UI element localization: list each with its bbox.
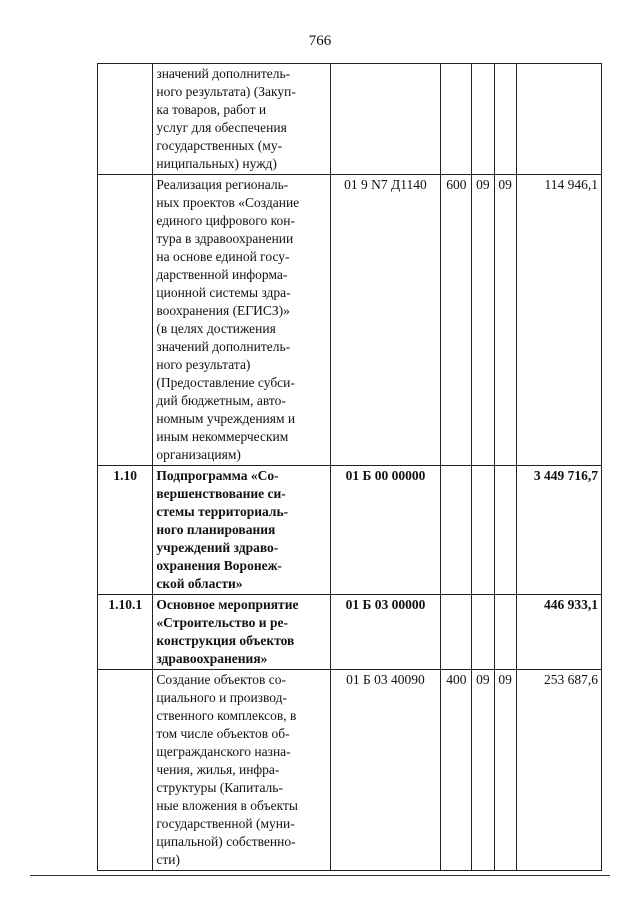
name-line: щегражданского назна-	[156, 744, 291, 759]
table-row	[98, 595, 602, 670]
row-sum	[516, 64, 601, 175]
row-expense-type: 400	[441, 670, 472, 871]
row-subsection: 09	[494, 175, 516, 466]
name-line: ного результата) (Закуп-	[156, 84, 296, 99]
name-line: охранения Воронеж-	[156, 558, 282, 573]
row-code: 01 Б 00 00000	[330, 466, 441, 595]
name-line: циального и производ-	[156, 690, 288, 705]
row-number	[98, 670, 153, 871]
name-line: сти)	[156, 852, 180, 867]
name-line: Создание объектов со-	[156, 672, 286, 687]
row-number: 1.10.1	[98, 595, 153, 670]
name-line: значений дополнитель-	[156, 66, 291, 81]
row-sum: 446 933,1	[516, 595, 601, 670]
row-code	[330, 64, 441, 175]
name-line: «Строительство и ре-	[156, 615, 288, 630]
table-row	[98, 64, 602, 175]
name-line: государственных (му-	[156, 138, 283, 153]
name-line: иным некоммерческим	[156, 429, 289, 444]
name-line: государственной (муни-	[156, 816, 295, 831]
name-line: организациям)	[156, 447, 241, 462]
name-line: том числе объектов об-	[156, 726, 290, 741]
name-line: ственного комплексов, в	[156, 708, 297, 723]
row-number: 1.10	[98, 466, 153, 595]
row-code: 01 Б 03 00000	[330, 595, 441, 670]
table-row	[98, 175, 602, 466]
name-line: ниципальных) нужд)	[156, 156, 277, 171]
row-name	[153, 595, 330, 670]
name-line: чения, жилья, инфра-	[156, 762, 280, 777]
row-name	[153, 670, 330, 871]
row-number	[98, 175, 153, 466]
name-line: (Предоставление субси-	[156, 375, 295, 390]
row-name	[153, 64, 330, 175]
row-expense-type: 600	[441, 175, 472, 466]
name-line: Реализация региональ-	[156, 177, 289, 192]
budget-table	[97, 63, 602, 871]
page-number: 766	[308, 33, 332, 49]
row-expense-type	[441, 64, 472, 175]
row-section: 09	[472, 670, 494, 871]
name-line: Основное мероприятие	[156, 597, 299, 612]
row-name	[153, 175, 330, 466]
name-line: Подпрограмма «Со-	[156, 468, 279, 483]
row-subsection	[494, 466, 516, 595]
name-line: воохранения (ЕГИСЗ)»	[156, 303, 290, 318]
name-line: дарственной информа-	[156, 267, 288, 282]
row-section: 09	[472, 175, 494, 466]
name-line: ные вложения в объекты	[156, 798, 298, 813]
row-code: 01 Б 03 40090	[330, 670, 441, 871]
name-line: на основе единой госу-	[156, 249, 290, 264]
name-line: ской области»	[156, 576, 243, 591]
name-line: учреждений здраво-	[156, 540, 279, 555]
row-number	[98, 64, 153, 175]
name-line: ного планирования	[156, 522, 276, 537]
row-sum: 114 946,1	[516, 175, 601, 466]
name-line: здравоохранения»	[156, 651, 268, 666]
table-row	[98, 670, 602, 871]
row-name	[153, 466, 330, 595]
name-line: номным учреждениям и	[156, 411, 296, 426]
row-sum: 3 449 716,7	[516, 466, 601, 595]
name-line: значений дополнитель-	[156, 339, 291, 354]
table-row	[98, 466, 602, 595]
row-expense-type	[441, 466, 472, 595]
name-line: вершенствование си-	[156, 486, 286, 501]
name-line: ципальной) собственно-	[156, 834, 296, 849]
footer-rule	[30, 875, 610, 876]
row-subsection: 09	[494, 670, 516, 871]
name-line: структуры (Капиталь-	[156, 780, 283, 795]
row-expense-type	[441, 595, 472, 670]
name-line: ного результата)	[156, 357, 251, 372]
row-section	[472, 595, 494, 670]
name-line: тура в здравоохранении	[156, 231, 294, 246]
row-subsection	[494, 64, 516, 175]
name-line: (в целях достижения	[156, 321, 276, 336]
table-body	[98, 64, 602, 871]
row-subsection	[494, 595, 516, 670]
name-line: стемы территориаль-	[156, 504, 289, 519]
row-code: 01 9 N7 Д1140	[330, 175, 441, 466]
name-line: услуг для обеспечения	[156, 120, 287, 135]
row-section	[472, 466, 494, 595]
row-sum: 253 687,6	[516, 670, 601, 871]
name-line: единого цифрового кон-	[156, 213, 295, 228]
name-line: ных проектов «Создание	[156, 195, 300, 210]
name-line: дий бюджетным, авто-	[156, 393, 286, 408]
name-line: ционной системы здра-	[156, 285, 291, 300]
row-section	[472, 64, 494, 175]
name-line: ка товаров, работ и	[156, 102, 267, 117]
name-line: конструкция объектов	[156, 633, 295, 648]
